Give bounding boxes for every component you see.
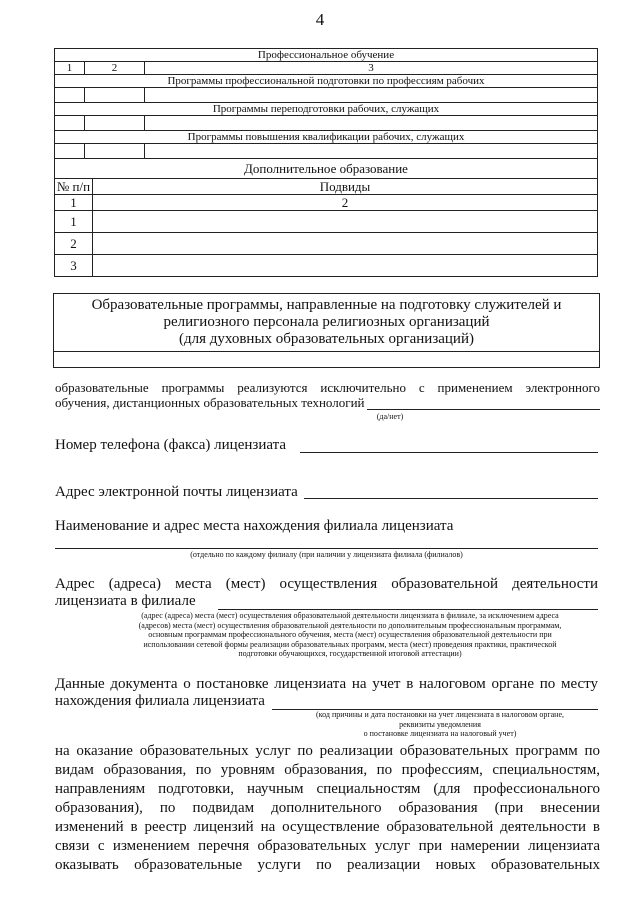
email-label: Адрес электронной почты лицензиата <box>55 484 298 500</box>
page-number: 4 <box>315 10 325 29</box>
paragraph-line: видам образования, по уровням образования, по профессиям, специальностям, <box>55 762 600 778</box>
activity-address-line-1: Адрес (адреса) места (мест) осуществления образовательной деятельности <box>55 576 598 592</box>
paragraph-line: образования), по подвидам дополнительного образования (при внесении <box>55 800 600 816</box>
paragraph-line: направлениям подготовки, научным специальностям (для профессионального <box>55 781 600 797</box>
elearning-line-2: обучения, дистанционных образовательных технологий <box>55 395 365 410</box>
tax-field[interactable] <box>272 694 598 710</box>
row-number: 3 <box>55 255 93 277</box>
section-header: Программы профессиональной подготовки по профессиям рабочих <box>55 75 598 88</box>
elearning-line-1: образовательные программы реализуются исключительно с применением электронного <box>55 380 600 395</box>
hint-line: о постановке лицензиата на налоговый учет) <box>363 729 517 738</box>
col-header-subtypes: Подвиды <box>93 179 598 195</box>
hint-line: реквизиты уведомления <box>399 719 481 729</box>
activity-address-hint <box>110 611 590 659</box>
hint-line: подготовки обучающихся, государственной итоговой аттестации) <box>238 649 462 658</box>
table-title: Профессиональное обучение <box>55 49 598 62</box>
branch-label: Наименование и адрес места нахождения филиала лицензиата <box>55 518 454 534</box>
tax-hint <box>290 710 590 739</box>
section-header: Программы переподготовки рабочих, служащих <box>55 103 598 116</box>
col-num-2: 2 <box>85 62 145 75</box>
professional-training-table <box>54 48 598 159</box>
elearning-statement <box>55 380 600 410</box>
final-paragraph <box>55 742 600 875</box>
activity-address-line-2: лицензиата в филиале <box>55 593 196 609</box>
col-num-3: 3 <box>145 62 598 75</box>
branch-field[interactable] <box>55 532 598 549</box>
tax-line-2: нахождения филиала лицензиата <box>55 693 265 709</box>
hint-line: (адрес (адреса) места (мест) осуществления образовательной деятельности лицензиата в филиале, за исключением адреса <box>141 611 559 620</box>
col-num-1: 1 <box>55 62 85 75</box>
hint-line: (адресов) места (мест) осуществления образовательной деятельности по дополнительным профессиональным программам, <box>138 620 562 630</box>
paragraph-line: оказывать образовательные услуги по реализации новых образовательных <box>55 857 600 873</box>
box-line: (для духовных образовательных организаций) <box>179 331 474 347</box>
box-line: религиозного персонала религиозных организаций <box>163 314 490 330</box>
row-number: 2 <box>55 233 93 255</box>
phone-label: Номер телефона (факса) лицензиата <box>55 437 287 453</box>
paragraph-line: изменений в реестр лицензий на осуществление образовательной деятельности в <box>55 819 600 835</box>
email-field[interactable] <box>304 483 598 499</box>
religious-programs-box <box>53 293 600 368</box>
activity-address-field[interactable] <box>218 594 598 610</box>
additional-education-table <box>54 158 598 277</box>
section-header: Программы повышения квалификации рабочих, служащих <box>55 131 598 144</box>
paragraph-line: связи с изменением перечня образовательных услуг при намерении лицензиата <box>55 838 600 854</box>
col-num-2: 2 <box>93 195 598 211</box>
branch-hint: (отдельно по каждому филиалу (при наличии у лицензиата филиала (филиалов) <box>190 550 463 559</box>
row-number: 1 <box>55 211 93 233</box>
box-line: Образовательные программы, направленные на подготовку служителей и <box>91 297 562 313</box>
phone-field[interactable] <box>300 437 598 453</box>
elearning-hint: (да/нет) <box>376 412 404 421</box>
hint-line: (код причины и дата постановки на учет лицензиата в налоговом органе, <box>315 710 565 719</box>
col-header-number: № п/п <box>55 179 93 195</box>
hint-line: основным программам профессионального обучения, места (мест) осуществления образовательной деятельности при <box>148 630 552 639</box>
col-num-1: 1 <box>55 195 93 211</box>
elearning-answer-field[interactable] <box>367 395 601 410</box>
tax-line-1: Данные документа о постановке лицензиата на учет в налоговом органе по месту <box>55 676 598 692</box>
table-title: Дополнительное образование <box>55 159 598 179</box>
paragraph-line: на оказание образовательных услуг по реализации образовательных программ по <box>55 743 600 759</box>
hint-line: использовании сетевой формы реализации образовательных программ, места (мест) проведения практики, практической <box>143 639 557 649</box>
